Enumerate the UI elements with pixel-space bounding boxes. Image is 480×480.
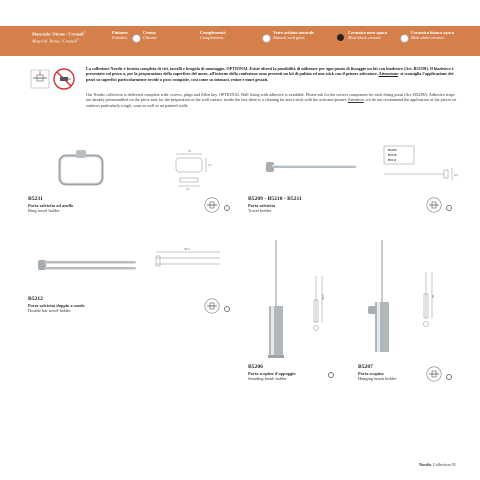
header-band <box>0 26 480 56</box>
ring-dim-depth: 10 <box>186 187 190 191</box>
black-ceramic-label: Ceramica nera opaca Matt black ceramic <box>348 30 388 41</box>
towel-dim-depth: 6,5 <box>454 173 458 177</box>
product-name-b5207: Porta scopino Hanging brush holder <box>358 371 397 382</box>
finishes-label: Finiture: Finishes: <box>112 30 129 41</box>
product-image-standing-brush-holder <box>248 236 348 360</box>
hanging-brush-dim: 39 <box>431 294 435 298</box>
towel-code-b5211: B5211 <box>388 158 397 162</box>
no-drilling-icon <box>54 69 74 89</box>
white-ceramic-label: Ceramica bianca opaca Matt white ceramic <box>411 30 454 41</box>
product-name-b5206: Porta scopino d'appoggio Standing brush holder <box>248 371 296 382</box>
mounting-screw-icon <box>426 366 442 382</box>
product-code-b5209-b5211: B5209 - B5210 - B5211 <box>248 196 302 202</box>
mounting-icons <box>29 66 77 92</box>
standing-brush-photo <box>268 240 284 358</box>
product-code-b5206: B5206 <box>248 364 263 370</box>
chrome-label: Cromo Chrome <box>143 30 157 41</box>
page-number: 91 <box>451 462 456 467</box>
standing-brush-technical-drawing <box>314 276 323 331</box>
intro-text-italian: La collezione Nordic è fornita completa di viti, tasselli e brugola di montaggio. OPTIONAL Esiste altresì la possibilità di utilizzare per ogni punto di fissaggio un kit con biadesivo (Art. B5239I). Il biadesivo è presentato sul pezzo a, per la preparazione della superficie del muro, all'interno della confezione sono presenti un kit di pulizia ed uno stick con il primer attivatore. Attenzione: si sconsiglia l'applicazione dei pezzi su superfici particolarmente rovide o poco compatte, così come su intonaci, resine e muri gessati. <box>86 66 454 82</box>
ring-dim-width: 21 <box>188 149 192 153</box>
mounting-screw-icon <box>426 197 442 213</box>
complements-label: Complementi: Complements: <box>200 30 227 41</box>
wall-mount-icon <box>31 70 49 88</box>
ring-dim-height: 13 <box>208 163 212 167</box>
double-bar-photo <box>38 260 136 270</box>
page-footer: Nordic Collection 91 <box>418 462 456 467</box>
adhesive-option-icon <box>446 374 452 380</box>
double-bar-technical-drawing <box>156 252 220 266</box>
ring-technical-drawing <box>176 154 206 186</box>
product-name-b5209-b5211: Porta salvietta Towel holder <box>248 203 276 214</box>
product-code-b5231: B5231 <box>28 196 43 202</box>
towel-code-b5209: B5209 <box>388 148 397 152</box>
product-code-b5207: B5207 <box>358 364 373 370</box>
mounting-screw-icon <box>204 197 220 213</box>
black-ceramic-swatch-icon <box>337 34 344 41</box>
chrome-swatch-icon <box>132 34 141 43</box>
mounting-screw-icon <box>204 298 220 314</box>
glass-swatch-icon <box>262 34 271 43</box>
hanging-brush-photo <box>368 240 389 352</box>
product-image-hanging-brush-holder <box>358 236 460 360</box>
product-image-double-towel-holder <box>28 236 224 292</box>
intro-text-english: Our Nordic collection is delivered complete with: screws, plugs and Allen key. OPTIONAL Wall fixing with adhesive is available. Please ask for the correct component for each fixing point (Art. B5239I). Adhesive strips are already preassembled on the piece and, for the preparation of the wall surface, inside the box there is a cleaning kit and a stick with the activator/primer. Attention: we do not recommend the application of the pieces on surfaces particularly rough, coats as well as on painted walls. <box>86 92 457 108</box>
product-name-b5231: Porta salvietta ad anello Ring towel holder <box>28 203 74 214</box>
product-name-b5212: Porta salvietta doppio a snodo Double bar towel holder <box>28 303 85 314</box>
towel-bar-photo <box>266 162 356 172</box>
product-image-towel-holder <box>248 142 460 192</box>
adhesive-option-icon <box>224 306 230 312</box>
product-image-ring-towel-holder <box>28 142 224 192</box>
glass-label: Vetro acidato naturale Natural acid glass <box>273 30 315 41</box>
double-bar-dim: 39,5 <box>184 247 190 251</box>
adhesive-option-icon <box>224 205 230 211</box>
white-ceramic-swatch-icon <box>400 34 409 43</box>
product-code-b5212: B5212 <box>28 296 43 302</box>
standing-brush-dim: 39,5 <box>321 294 325 300</box>
adhesive-option-icon <box>328 372 334 378</box>
hanging-brush-technical-drawing <box>424 272 433 327</box>
towel-code-b5210: B5210 <box>388 153 397 157</box>
ring-towel-holder-photo <box>60 150 102 184</box>
adhesive-option-icon <box>446 205 452 211</box>
material-label: Materiale: Ottone / Cromall® Material: Brass / Cromall® <box>32 30 86 44</box>
